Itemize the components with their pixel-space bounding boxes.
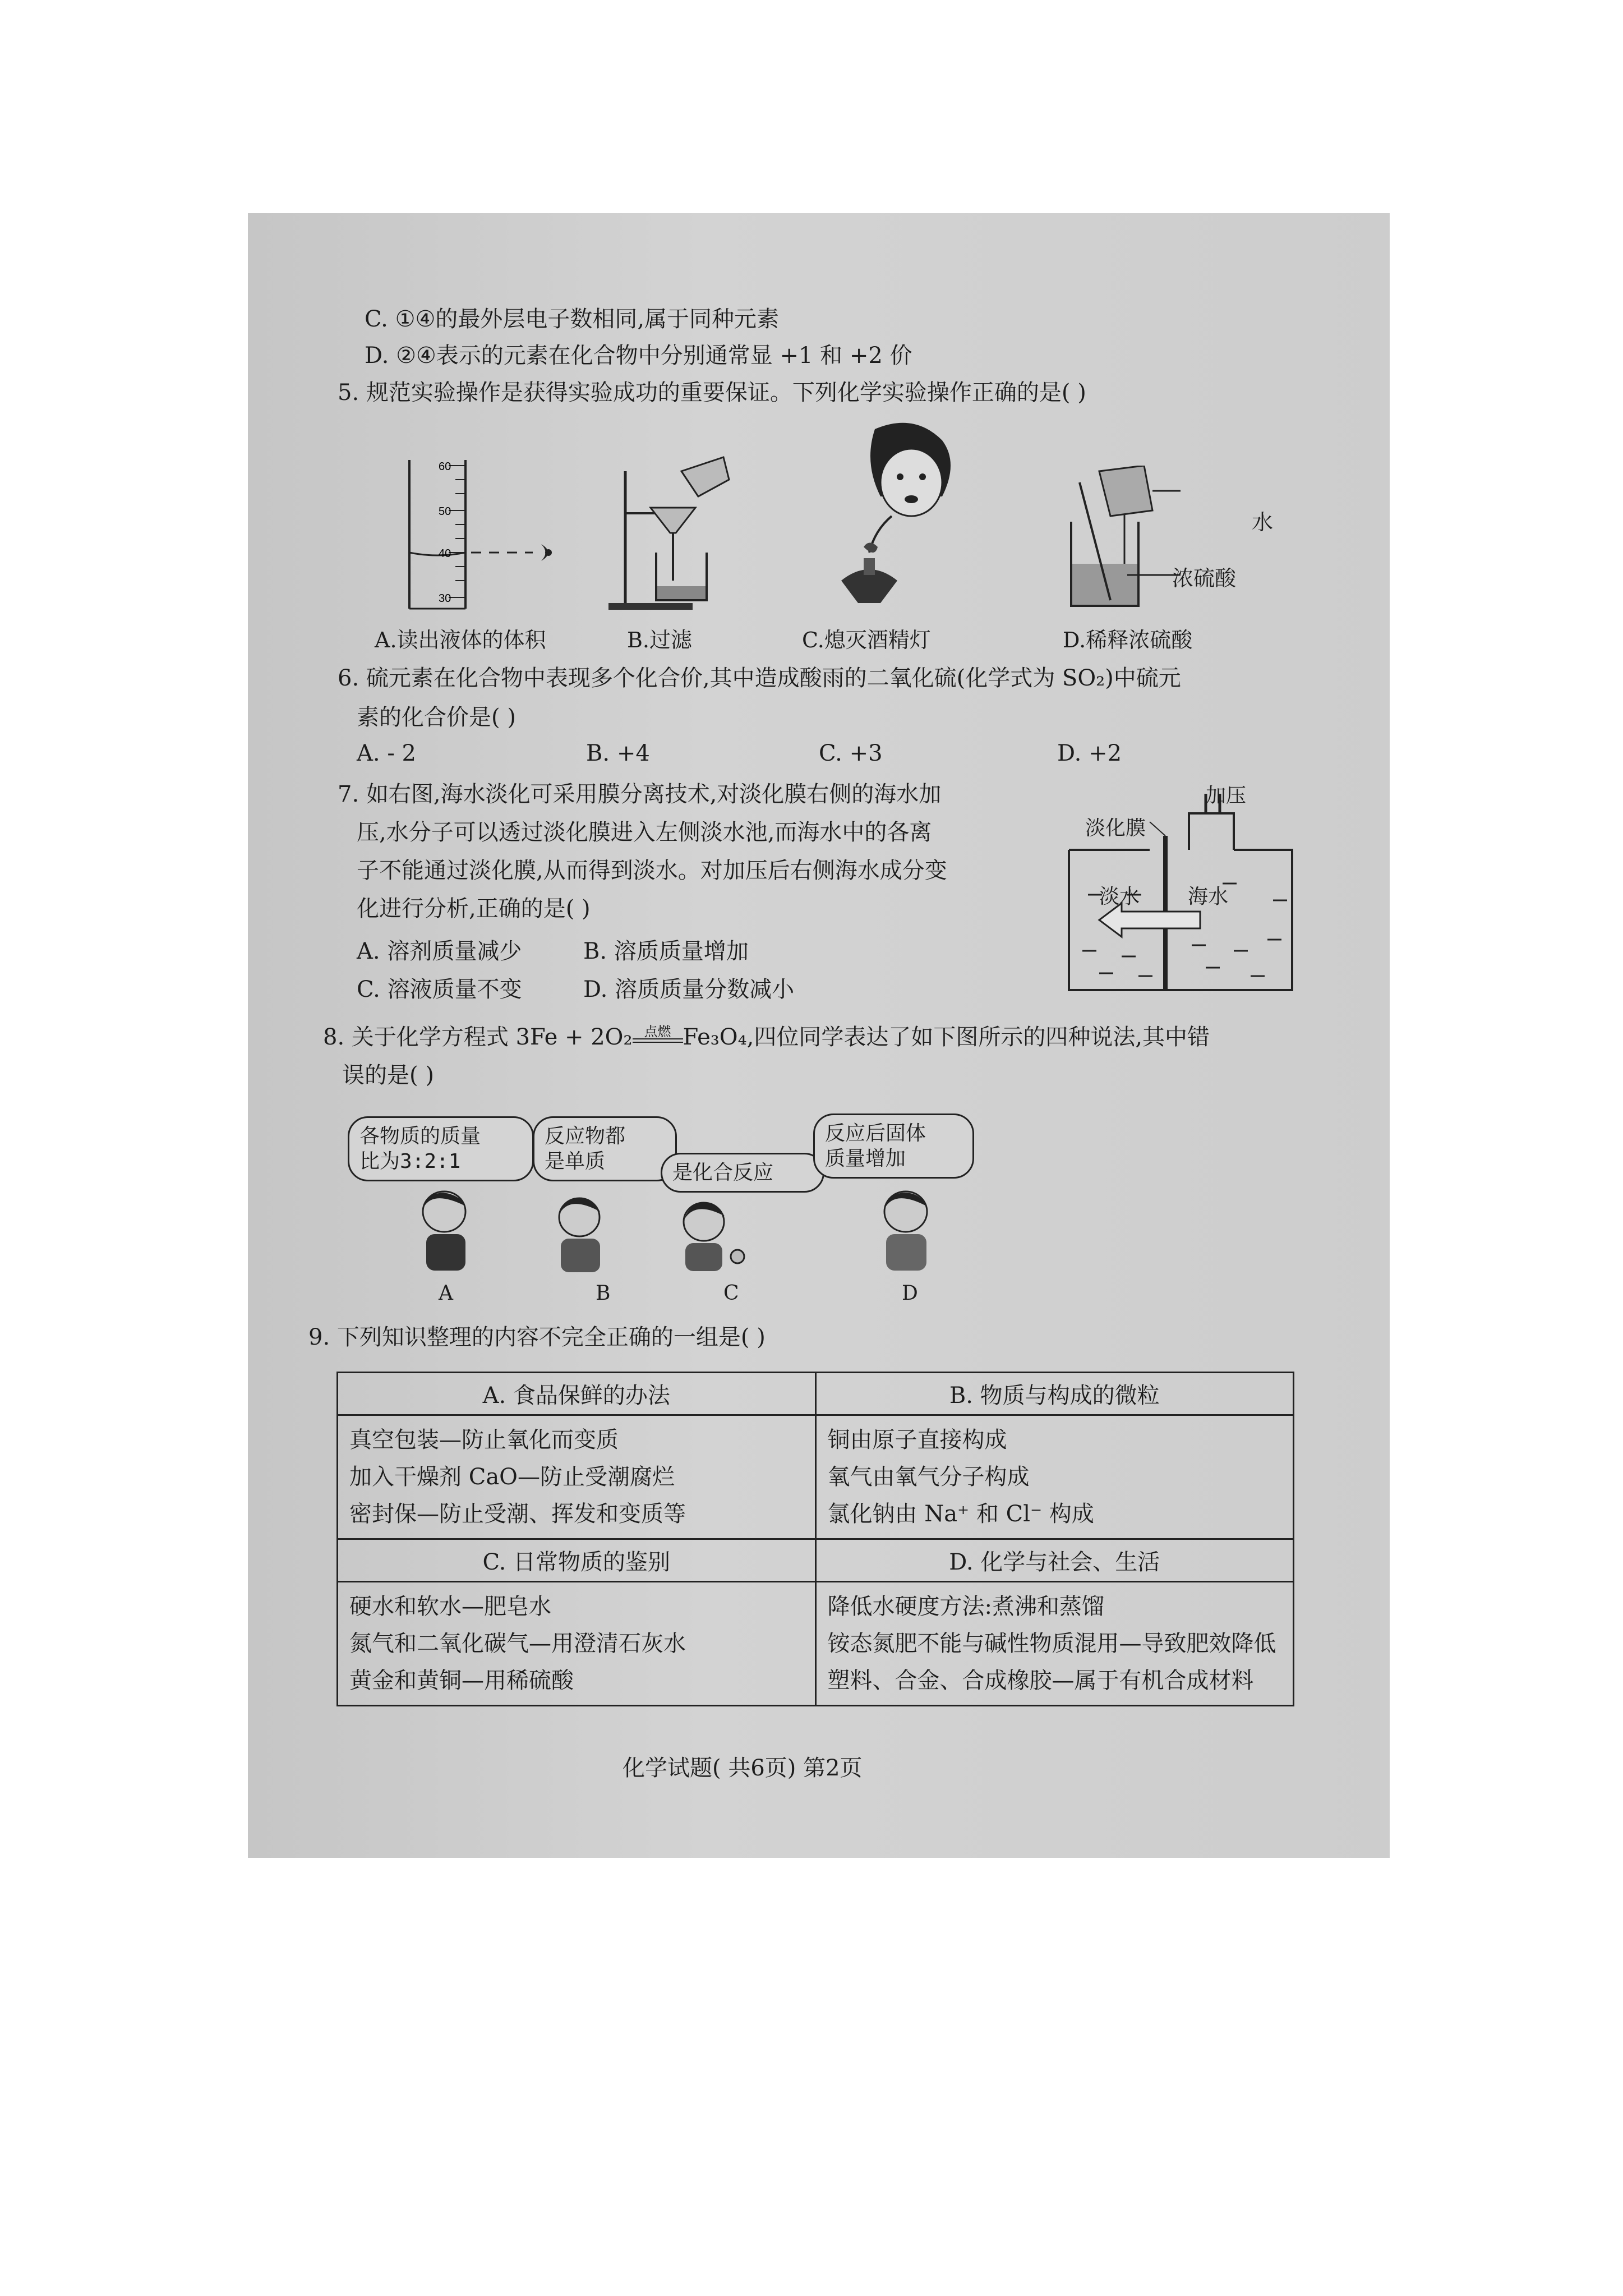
q5-stem: 5. 规范实验操作是获得实验成功的重要保证。下列化学实验操作正确的是( ) — [338, 380, 1086, 406]
cell-b-line2: 氧气由氧气分子构成 — [827, 1464, 1030, 1490]
cell-d-line3: 塑料、合金、合成橡胶—属于有机合成材料 — [827, 1668, 1254, 1694]
cyl-label-50: 50 — [439, 505, 451, 518]
cyl-label-60: 60 — [439, 461, 451, 473]
q8-stem-2: 误的是( ) — [342, 1062, 434, 1088]
cell-a-line2: 加入干燥剂 CaO—防止受潮腐烂 — [349, 1464, 675, 1490]
cell-d-line1: 降低水硬度方法:煮沸和蒸馏 — [827, 1594, 1104, 1619]
conc-acid-label: 浓硫酸 — [1172, 566, 1237, 591]
q7-option-a: A. 溶剂质量减少 — [357, 938, 522, 964]
bubble-b-line2: 是单质 — [545, 1150, 606, 1173]
q6-option-a: A. - 2 — [357, 740, 416, 766]
q8-stem-1 — [323, 1024, 1210, 1051]
speech-bubble-b — [533, 1116, 677, 1181]
speech-bubble-d — [813, 1114, 974, 1179]
q7-option-d: D. 溶质质量分数减小 — [583, 977, 795, 1002]
q7-option-c: C. 溶液质量不变 — [357, 977, 522, 1002]
cell-a-line1: 真空包装—防止氧化而变质 — [349, 1427, 619, 1453]
speech-bubble-c — [661, 1153, 824, 1193]
table-cell-c — [338, 1582, 816, 1706]
cyl-label-40: 40 — [439, 547, 451, 560]
student-d-figure — [869, 1189, 948, 1273]
bubble-a-line1: 各物质的质量 — [359, 1125, 481, 1148]
q9-knowledge-table — [336, 1372, 1294, 1706]
q4-option-c: C. ①④的最外层电子数相同,属于同种元素 — [365, 306, 780, 332]
q9-stem: 9. 下列知识整理的内容不完全正确的一组是( ) — [308, 1324, 766, 1350]
q7-stem-2: 压,水分子可以透过淡化膜进入左侧淡水池,而海水中的各离 — [357, 820, 932, 845]
table-cell-d — [815, 1582, 1294, 1706]
q8-reaction-arrow — [633, 1024, 683, 1051]
graduated-cylinder-figure — [393, 449, 578, 611]
q5-option-b: B.过滤 — [627, 628, 693, 652]
bubble-d-line2: 质量增加 — [825, 1147, 906, 1170]
bubble-b-line1: 反应物都 — [545, 1125, 626, 1148]
cell-b-line1: 铜由原子直接构成 — [827, 1427, 1007, 1453]
cell-c-line3: 黄金和黄铜—用稀硫酸 — [349, 1668, 574, 1694]
cell-b-line3: 氯化钠由 Na⁺ 和 Cl⁻ 构成 — [827, 1501, 1094, 1527]
q6-stem-2: 素的化合价是( ) — [357, 705, 516, 730]
fresh-water-label: 淡水 — [1099, 885, 1140, 908]
student-label-d: D — [902, 1282, 918, 1305]
table-cell-b — [815, 1415, 1294, 1539]
cyl-label-30: 30 — [439, 592, 451, 605]
q5-option-d: D.稀释浓硫酸 — [1063, 628, 1193, 652]
q7-option-b: B. 溶质质量增加 — [583, 938, 749, 964]
student-a-figure — [409, 1189, 482, 1273]
q7-stem-1: 7. 如右图,海水淡化可采用膜分离技术,对淡化膜右侧的海水加 — [338, 781, 942, 807]
q4-option-d: D. ②④表示的元素在化合物中分别通常显 +1 和 +2 价 — [365, 343, 912, 369]
q7-stem-3: 子不能通过淡化膜,从而得到淡水。对加压后右侧海水成分变 — [357, 858, 947, 884]
q6-option-c: C. +3 — [819, 740, 883, 766]
bubble-c-line1: 是化合反应 — [672, 1161, 774, 1184]
student-label-a: A — [439, 1282, 453, 1305]
table-cell-a — [338, 1415, 816, 1539]
table-head-a: A. 食品保鲜的办法 — [338, 1373, 816, 1415]
table-head-c: C. 日常物质的鉴别 — [338, 1539, 816, 1582]
table-head-b: B. 物质与构成的微粒 — [815, 1373, 1294, 1415]
q8-reaction-condition: 点燃 — [644, 1024, 671, 1039]
cell-a-line3: 密封保—防止受潮、挥发和变质等 — [349, 1501, 686, 1527]
speech-bubble-a — [348, 1116, 534, 1181]
table-head-d: D. 化学与社会、生活 — [815, 1539, 1294, 1582]
bubble-d-line1: 反应后固体 — [825, 1122, 926, 1145]
q6-stem-1: 6. 硫元素在化合物中表现多个化合价,其中造成酸雨的二氧化硫(化学式为 SO₂)中硫元 — [338, 665, 1181, 691]
q8-equation-right: Fe₃O₄,四位同学表达了如下图所示的四种说法,其中错 — [683, 1024, 1210, 1050]
water-label: 水 — [1252, 510, 1274, 535]
student-c-figure — [673, 1200, 751, 1273]
page-footer: 化学试题( 共6页) 第2页 — [623, 1755, 863, 1781]
filtration-figure — [603, 449, 737, 611]
q6-option-d: D. +2 — [1057, 740, 1122, 766]
student-label-b: B — [596, 1282, 611, 1305]
sea-water-label: 海水 — [1188, 885, 1229, 908]
cell-c-line1: 硬水和软水—肥皂水 — [349, 1594, 551, 1619]
q5-option-a: A.读出液体的体积 — [375, 628, 546, 652]
student-b-figure — [547, 1195, 614, 1273]
alcohol-lamp-figure — [830, 418, 965, 611]
student-label-c: C — [723, 1282, 739, 1305]
membrane-label: 淡化膜 — [1085, 817, 1146, 840]
q6-option-b: B. +4 — [586, 740, 650, 766]
cell-c-line2: 氮气和二氧化碳气—用澄清石灰水 — [349, 1631, 686, 1657]
cell-d-line2: 铵态氮肥不能与碱性物质混用—导致肥效降低 — [827, 1631, 1276, 1657]
q5-option-c: C.熄灭酒精灯 — [802, 628, 931, 652]
bubble-a-line2: 比为3:2:1 — [359, 1150, 461, 1173]
pressure-label: 加压 — [1206, 784, 1247, 807]
q8-equation-left: 8. 关于化学方程式 3Fe + 2O₂ — [323, 1024, 633, 1050]
q7-stem-4: 化进行分析,正确的是( ) — [357, 896, 591, 922]
